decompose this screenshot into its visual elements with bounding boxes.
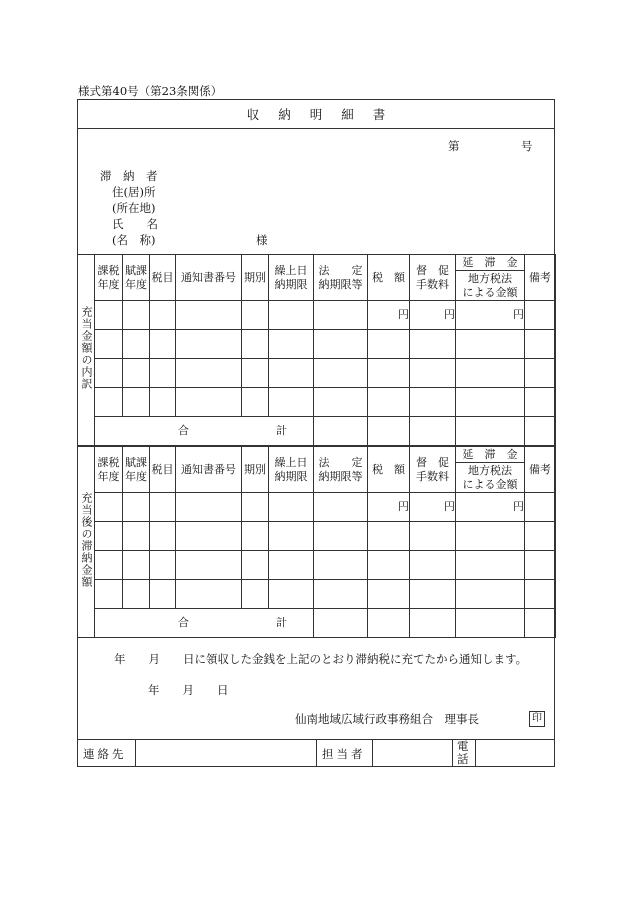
location-label: (所在地) [112, 201, 156, 215]
yen-unit: 円 [368, 301, 410, 330]
header-tokusoku: 督 促 手数料 [410, 255, 456, 301]
yen-unit: 円 [410, 301, 456, 330]
header-entai-top: 延 滞 金 [456, 255, 525, 271]
header-entai-bottom: 地方税法 による金額 [456, 463, 525, 493]
total-row [78, 417, 556, 446]
form-number: 様式第40号（第23条関係） [78, 84, 223, 98]
header-biko: 備考 [525, 447, 556, 493]
addressee-label: 滞 納 者 [100, 169, 158, 183]
header-fuka-nendo: 賦課 年度 [123, 447, 150, 493]
contact-row [77, 739, 555, 767]
contact-label: 連絡先 [83, 747, 127, 761]
header-kazei-nendo: 課税 年度 [95, 255, 123, 301]
yen-unit: 円 [456, 493, 525, 522]
sama-label: 様 [256, 233, 268, 247]
corp-name-label: (名 称) [112, 233, 156, 247]
divider [452, 740, 453, 767]
header-kazei-nendo: 課税 年度 [95, 447, 123, 493]
header-kuriage: 繰上日 納期限 [269, 255, 314, 301]
total-label-cell: 合 計 [95, 609, 314, 638]
yen-unit: 円 [410, 493, 456, 522]
header-biko: 備考 [525, 255, 556, 301]
table-row [78, 580, 556, 609]
table-row [78, 493, 556, 522]
header-zeimoku: 税目 [150, 255, 176, 301]
section2-label-cell [78, 447, 95, 638]
header-zeigaku: 税 額 [368, 447, 410, 493]
form-title-row [77, 99, 555, 129]
divider [475, 740, 476, 767]
address-label: 住(居)所 [112, 185, 156, 199]
table-row [78, 522, 556, 551]
divider [316, 740, 317, 767]
section2-label: 充当後の滞納金額 [80, 492, 93, 588]
total-label-cell: 合 計 [95, 417, 314, 446]
header-entai-bottom: 地方税法 による金額 [456, 271, 525, 301]
section1-label-cell [78, 255, 95, 446]
notice-text: 年 月 日に領収した金銭を上記のとおり滞納税に充てたから通知します。 [114, 652, 528, 666]
header-tsuchisho: 通知書番号 [176, 255, 242, 301]
table-row [78, 388, 556, 417]
table-row [78, 330, 556, 359]
header-entai-top: 延 滞 金 [456, 447, 525, 463]
person-label: 担当者 [322, 747, 366, 761]
header-fuka-nendo: 賦課 年度 [123, 255, 150, 301]
allocation-breakdown-table [77, 254, 556, 446]
number-dai: 第 [448, 139, 460, 153]
header-zeimoku: 税目 [150, 447, 176, 493]
header-kuriage: 繰上日 納期限 [269, 447, 314, 493]
table-row [78, 301, 556, 330]
date-line: 年 月 日 [148, 683, 229, 697]
header-hotei: 法 定 納期限等 [314, 255, 368, 301]
section1-label: 充当金額の内訳 [80, 306, 93, 390]
header-tokusoku: 督 促 手数料 [410, 447, 456, 493]
divider [135, 740, 136, 767]
seal-mark: 印 [529, 710, 545, 727]
name-label: 氏 名 [112, 217, 158, 231]
header-kibetsu: 期別 [242, 447, 269, 493]
total-row [78, 609, 556, 638]
divider [372, 740, 373, 767]
form-title: 収納明細書 [246, 106, 405, 122]
header-zeigaku: 税 額 [368, 255, 410, 301]
header-hotei: 法 定 納期限等 [314, 447, 368, 493]
yen-unit: 円 [456, 301, 525, 330]
issuer-name: 仙南地域広域行政事務組合 理事長 [295, 712, 479, 726]
phone-label: 電 話 [457, 739, 469, 766]
yen-unit: 円 [368, 493, 410, 522]
header-tsuchisho: 通知書番号 [176, 447, 242, 493]
remaining-arrears-table [77, 446, 556, 638]
header-kibetsu: 期別 [242, 255, 269, 301]
table-row [78, 551, 556, 580]
table-row [78, 359, 556, 388]
number-go: 号 [521, 139, 533, 153]
